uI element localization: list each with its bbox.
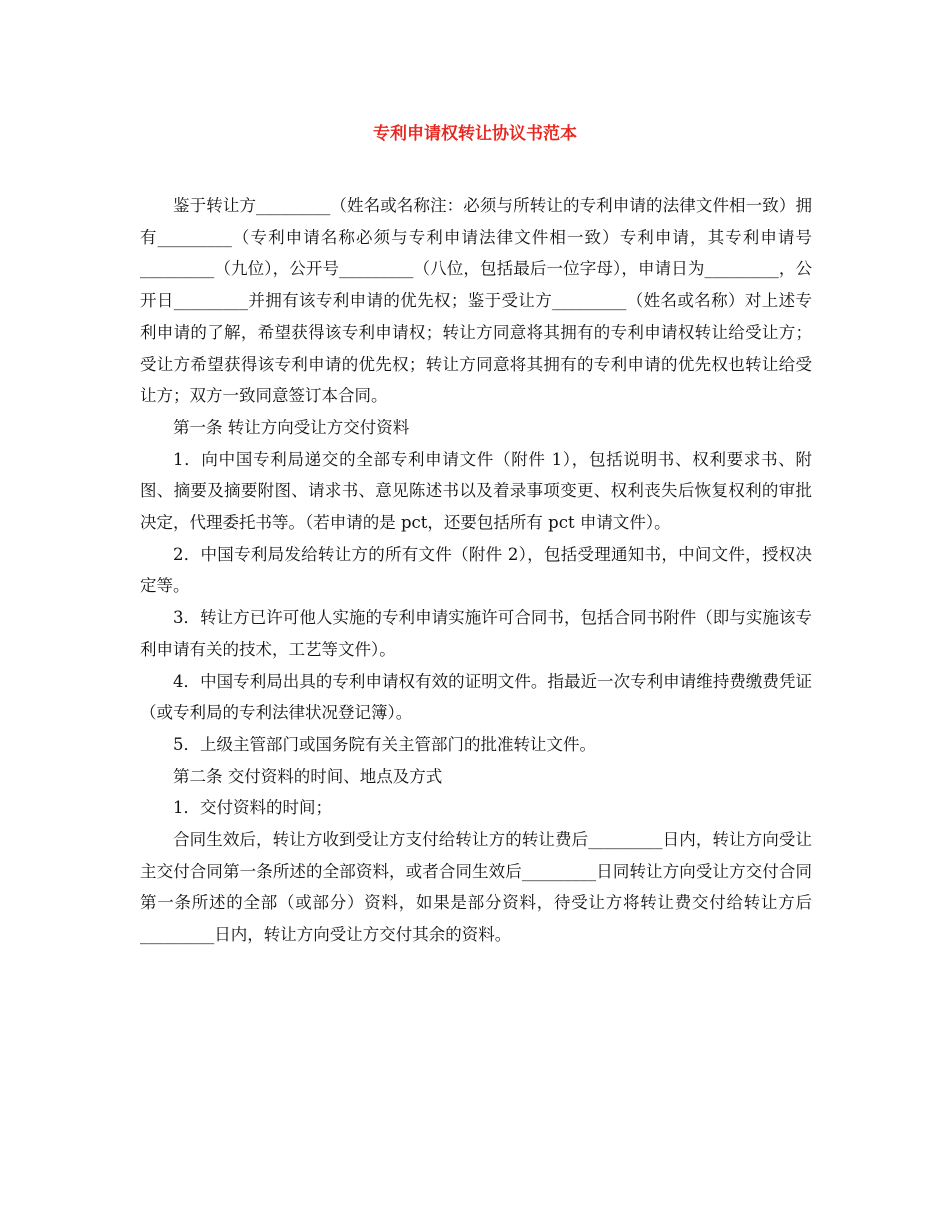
article-1-item-5: 5．上级主管部门或国务院有关主管部门的批准转让文件。: [173, 734, 596, 754]
article-1-item-1: 1．向中国专利局递交的全部专利申请文件（附件 1），包括说明书、权利要求书、附图、摘要及摘要附图、请求书、意见陈述书以及着录事项变更、权利丧失后恢复权利的审批决定，代理委托书等。（若申请的是 pct，还要包括所有 pct 申请文件）。: [140, 449, 812, 533]
preamble-paragraph: 鉴于转让方_________（姓名或名称注：必须与所转让的专利申请的法律文件相一致）拥有_________（专利申请名称必须与专利申请法律文件相一致）专利申请，其专利申请号_________（九位），公开号_________（八位，包括最后一位字母），申请日为_________，公开日_________并拥有该专利申请的优先权；鉴于受让方_________（姓名或名称）对上述专利申请的了解，希望获得该专利申请权；转让方同意将其拥有的专利申请权转让给受让方；受让方希望获得该专利申请的优先权；转让方同意将其拥有的专利申请的优先权也转让给受让方；双方一致同意签订本合同。: [140, 196, 812, 406]
article-1-heading: 第一条 转让方向受让方交付资料: [173, 417, 410, 437]
document-body: [140, 190, 812, 951]
article-2-item-1: 1．交付资料的时间；: [173, 798, 332, 818]
article-1-item-2: 2．中国专利局发给转让方的所有文件（附件 2），包括受理通知书，中间文件，授权决定等。: [140, 544, 812, 596]
article-2-item-1-text: 合同生效后，转让方收到受让方支付给转让方的转让费后_________日内，转让方向受让主交付合同第一条所述的全部资料，或者合同生效后_________日同转让方向受让方交付合同第一条所述的全部（或部分）资料，如果是部分资料，待受让方将转让费交付给转让方后_________日内，转让方向受让方交付其余的资料。: [140, 830, 812, 945]
article-1-item-3: 3．转让方已许可他人实施的专利申请实施许可合同书，包括合同书附件（即与实施该专利申请有关的技术，工艺等文件）。: [140, 608, 812, 659]
article-2-heading: 第二条 交付资料的时间、地点及方式: [173, 766, 443, 786]
article-1-item-4: 4．中国专利局出具的专利申请权有效的证明文件。指最近一次专利申请维持费缴费凭证（或专利局的专利法律状况登记簿）。: [140, 671, 812, 723]
document-title: 专利申请权转让协议书范本: [373, 124, 577, 144]
